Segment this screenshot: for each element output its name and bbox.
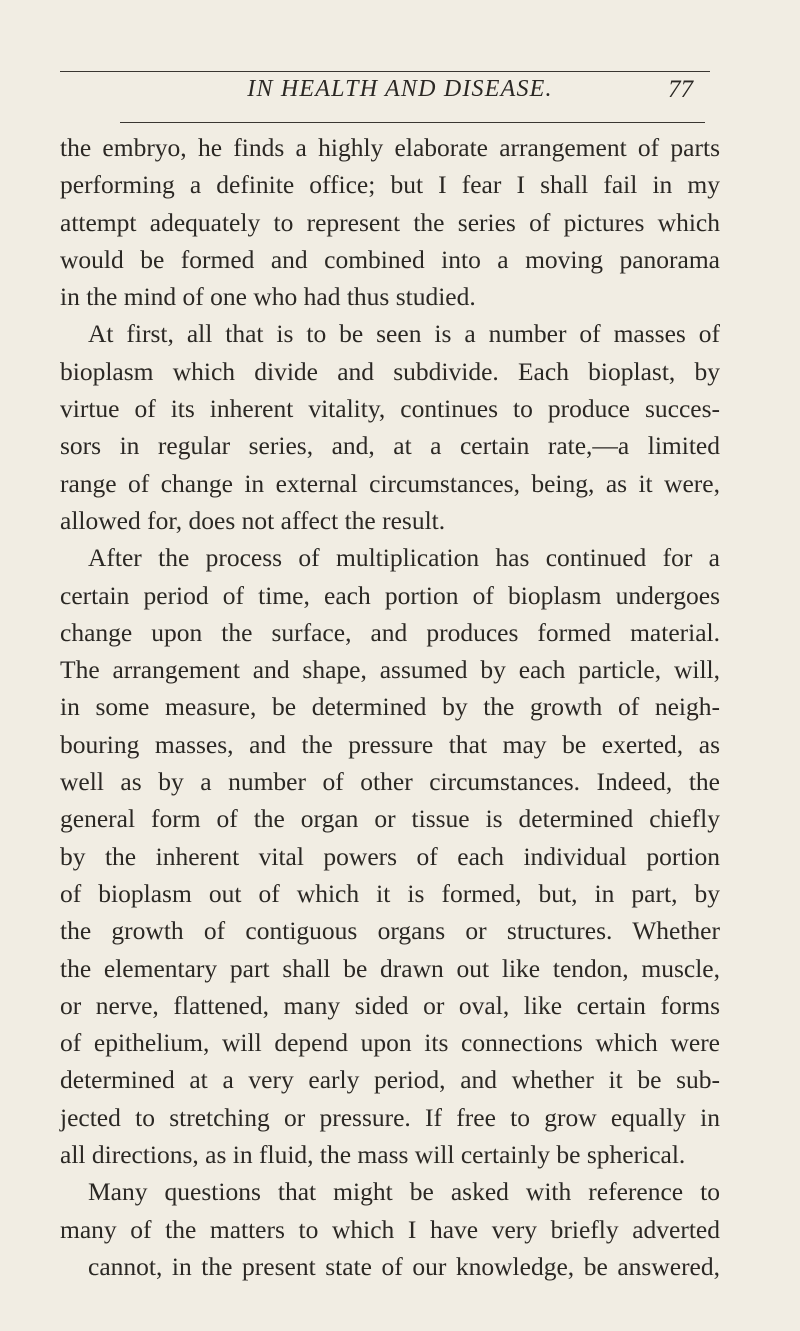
text-line: allowed for, does not affect the result. [60,505,446,535]
text-line: After the process of multiplication has continued for a [88,543,720,573]
body-text [60,129,720,1285]
text-line: many of the matters to which I have very briefly adverted [60,1214,720,1244]
text-line: At first, all that is to be seen is a number of masses of [88,319,720,349]
text-line: of epithelium, will depend upon its connections which were [60,1028,720,1058]
text-line: the growth of contiguous organs or structures. Whether [60,916,720,946]
text-line: cannot, in the present state of our knowledge, be answered, [88,1251,720,1281]
header-rule-bottom [120,122,705,123]
text-line: change upon the surface, and produces formed material. [60,617,720,647]
text-line: in some measure, be determined by the growth of neigh- [60,692,720,722]
text-line: The arrangement and shape, assumed by each particle, will, [60,655,720,685]
text-line: or nerve, flattened, many sided or oval, like certain forms [60,990,720,1020]
text-line: bioplasm which divide and subdivide. Each bioplast, by [60,356,720,386]
text-line: the elementary part shall be drawn out like tendon, muscle, [60,953,720,983]
text-line: determined at a very early period, and whether it be sub- [60,1065,720,1095]
text-line: certain period of time, each portion of bioplasm undergoes [60,580,720,610]
text-line: performing a definite office; but I fear I shall fail in my [60,170,720,200]
text-line: bouring masses, and the pressure that may be exerted, as [60,729,720,759]
text-line: sors in regular series, and, at a certain rate,—a limited [60,431,720,461]
text-line: range of change in external circumstances, being, as it were, [60,468,720,498]
text-line: would be formed and combined into a moving panorama [60,244,720,274]
running-title: IN HEALTH AND DISEASE. [247,76,553,102]
page-number: 77 [668,76,693,103]
text-line: well as by a number of other circumstances. Indeed, the [60,767,720,797]
text-line: all directions, as in fluid, the mass will certainly be spherical. [60,1140,686,1170]
text-line: Many questions that might be asked with reference to [88,1177,720,1207]
text-line: jected to stretching or pressure. If free to grow equally in [60,1102,720,1132]
header-rule-top [60,71,710,72]
text-line: attempt adequately to represent the series of pictures which [60,207,720,237]
text-line: of bioplasm out of which it is formed, but, in part, by [60,878,720,908]
text-line: general form of the organ or tissue is determined chiefly [60,804,720,834]
text-line: in the mind of one who had thus studied. [60,282,476,312]
text-line: by the inherent vital powers of each individual portion [60,841,720,871]
text-line: the embryo, he finds a highly elaborate arrangement of parts [60,133,720,162]
text-line: virtue of its inherent vitality, continues to produce succes- [60,394,720,424]
